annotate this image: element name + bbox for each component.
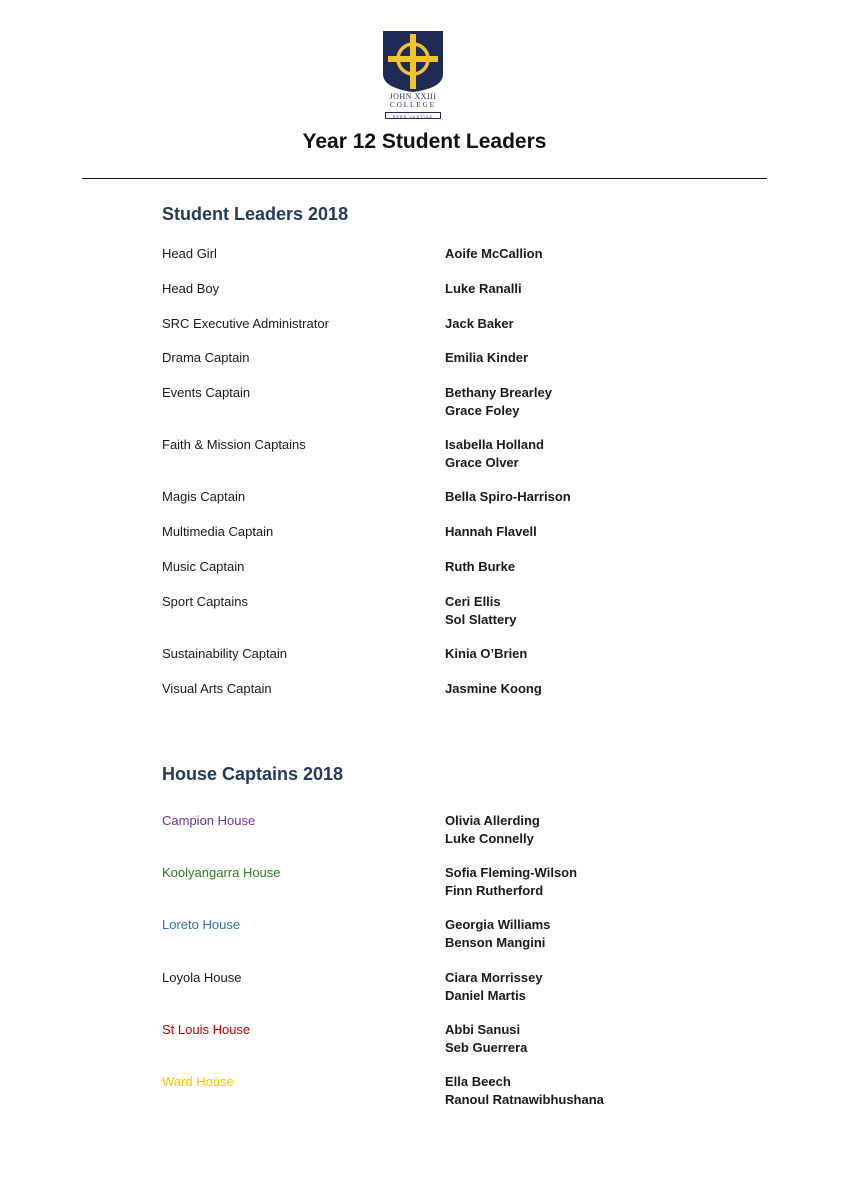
crest-motto: SEEK JUSTICE bbox=[385, 112, 441, 119]
house-captain-name: Finn Rutherford bbox=[445, 882, 544, 898]
leader-role: Visual Arts Captain bbox=[162, 681, 272, 696]
house-name: Loreto House bbox=[162, 917, 241, 932]
leader-names bbox=[445, 436, 544, 471]
house-captain-name: Seb Guerrera bbox=[445, 1039, 528, 1055]
leader-names bbox=[445, 245, 543, 263]
leader-role: Faith & Mission Captains bbox=[162, 437, 306, 452]
house-captain-names bbox=[445, 1021, 527, 1056]
leader-role: SRC Executive Administrator bbox=[162, 316, 329, 331]
leader-name: Kinia O’Brien bbox=[445, 646, 528, 661]
leader-name: Ruth Burke bbox=[445, 559, 516, 574]
leader-name: Bethany Brearley bbox=[445, 385, 552, 400]
leader-name: Sol Slattery bbox=[445, 611, 517, 627]
house-captain-names bbox=[445, 969, 543, 1004]
house-name: Loyola House bbox=[162, 970, 242, 985]
leader-names bbox=[445, 558, 515, 576]
leader-role: Magis Captain bbox=[162, 489, 246, 504]
student-leaders-heading: Student Leaders 2018 bbox=[162, 204, 349, 224]
house-captain-names bbox=[445, 1073, 604, 1108]
title-divider bbox=[82, 178, 767, 179]
leader-name: Hannah Flavell bbox=[445, 524, 537, 539]
leader-name: Bella Spiro-Harrison bbox=[445, 489, 571, 504]
house-captain-name: Georgia Williams bbox=[445, 917, 551, 932]
house-captain-name: Ranoul Ratnawibhushana bbox=[445, 1091, 604, 1107]
leader-names bbox=[445, 384, 552, 419]
leader-names bbox=[445, 645, 527, 663]
leader-name: Luke Ranalli bbox=[445, 281, 522, 296]
leader-names bbox=[445, 280, 522, 298]
leader-name: Isabella Holland bbox=[445, 437, 544, 452]
leader-name: Jack Baker bbox=[445, 316, 514, 331]
house-captains-heading: House Captains 2018 bbox=[162, 764, 344, 784]
house-captain-name: Abbi Sanusi bbox=[445, 1022, 521, 1037]
leader-names bbox=[445, 593, 517, 628]
leader-role: Sustainability Captain bbox=[162, 646, 288, 661]
leader-names bbox=[445, 349, 528, 367]
leader-name: Grace Olver bbox=[445, 454, 519, 470]
leader-role: Music Captain bbox=[162, 559, 245, 574]
house-captain-name: Sofia Fleming-Wilson bbox=[445, 865, 578, 880]
house-captain-name: Luke Connelly bbox=[445, 830, 534, 846]
leader-name: Jasmine Koong bbox=[445, 681, 542, 696]
leader-name: Emilia Kinder bbox=[445, 350, 529, 365]
leader-role: Events Captain bbox=[162, 385, 251, 400]
house-captain-names bbox=[445, 812, 540, 847]
house-captain-names bbox=[445, 916, 550, 951]
leader-role: Head Girl bbox=[162, 246, 217, 261]
house-captain-name: Ciara Morrissey bbox=[445, 970, 543, 985]
crest-name-line1: JOHN XXIII bbox=[389, 92, 437, 101]
leader-role: Sport Captains bbox=[162, 594, 248, 609]
leader-role: Multimedia Captain bbox=[162, 524, 274, 539]
house-name: Koolyangarra House bbox=[162, 865, 281, 880]
leader-name: Ceri Ellis bbox=[445, 594, 501, 609]
leader-name: Aoife McCallion bbox=[445, 246, 543, 261]
house-captain-name: Benson Mangini bbox=[445, 934, 546, 950]
house-name: St Louis House bbox=[162, 1022, 251, 1037]
house-name: Ward House bbox=[162, 1074, 234, 1089]
leader-names bbox=[445, 523, 537, 541]
house-captain-name: Olivia Allerding bbox=[445, 813, 540, 828]
crest-name-line2: COLLEGE bbox=[390, 101, 436, 109]
leader-names bbox=[445, 680, 542, 698]
leader-role: Drama Captain bbox=[162, 350, 250, 365]
page-title: Year 12 Student Leaders bbox=[302, 130, 547, 153]
house-captain-name: Daniel Martis bbox=[445, 987, 526, 1003]
leader-role: Head Boy bbox=[162, 281, 220, 296]
leader-names bbox=[445, 315, 514, 333]
house-captain-names bbox=[445, 864, 577, 899]
house-name: Campion House bbox=[162, 813, 256, 828]
leader-names bbox=[445, 488, 571, 506]
house-captain-name: Ella Beech bbox=[445, 1074, 511, 1089]
leader-name: Grace Foley bbox=[445, 402, 520, 418]
